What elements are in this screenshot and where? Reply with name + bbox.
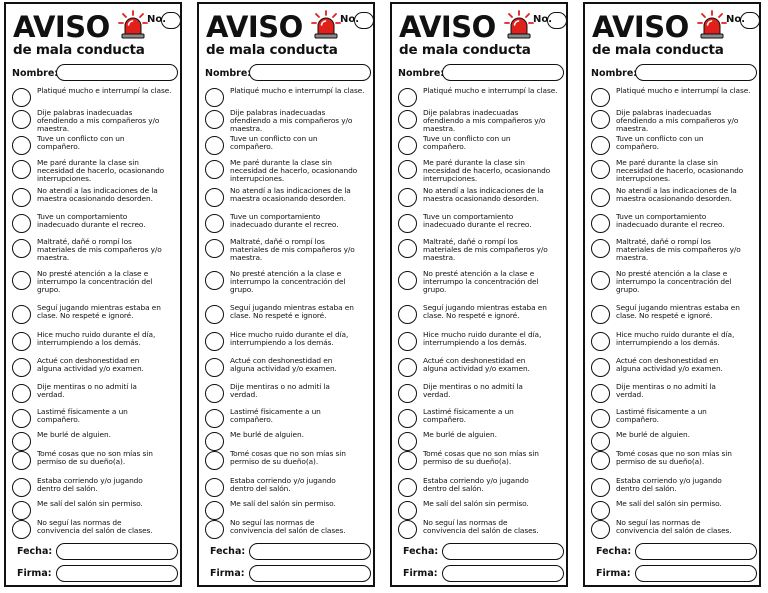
checklist-item-label: Tuve un comportamiento inadecuado durante el recreo.: [616, 212, 725, 229]
card-subtitle: de mala conducta: [13, 42, 145, 58]
checkbox-circle[interactable]: [12, 432, 31, 451]
checkbox-circle[interactable]: [398, 160, 417, 179]
checklist-item-label: Lastimé físicamente a un compañero.: [423, 407, 514, 424]
checklist-item-label: Me paré durante la clase sin necesidad de hacerlo, ocasionando interrupciones.: [230, 158, 358, 183]
checklist-item-label: Me paré durante la clase sin necesidad de hacerlo, ocasionando interrupciones.: [423, 158, 551, 183]
behavior-checklist: [6, 4, 180, 585]
checklist-item: [591, 159, 761, 187]
checklist-item-label: No seguí las normas de convivencia del salón de clases.: [230, 518, 346, 535]
checkbox-circle[interactable]: [398, 501, 417, 520]
checklist-item-label: Actué con deshonestidad en alguna actividad y/o examen.: [616, 356, 723, 373]
checkbox-circle[interactable]: [398, 478, 417, 497]
checkbox-circle[interactable]: [12, 520, 31, 539]
name-label: Nombre:: [398, 68, 445, 79]
checklist-item-label: Lastimé físicamente a un compañero.: [616, 407, 707, 424]
checkbox-circle[interactable]: [591, 239, 610, 258]
checkbox-circle[interactable]: [12, 188, 31, 207]
checklist-item-label: Platiqué mucho e interrumpí la clase.: [230, 86, 365, 95]
checklist-item-label: Dije mentiras o no admití la verdad.: [616, 382, 716, 399]
checkbox-circle[interactable]: [205, 188, 224, 207]
checklist-item: [398, 331, 568, 359]
checklist-item-label: Me paré durante la clase sin necesidad de hacerlo, ocasionando interrupciones.: [616, 158, 744, 183]
checklist-item-label: Me salí del salón sin permiso.: [616, 499, 722, 508]
checklist-item: [205, 304, 375, 332]
checklist-item-label: Me burlé de alguien.: [230, 430, 304, 439]
checkbox-circle[interactable]: [591, 358, 610, 377]
name-label: Nombre:: [12, 68, 59, 79]
checkbox-circle[interactable]: [12, 214, 31, 233]
checklist-item: [205, 357, 375, 385]
checklist-item: [398, 304, 568, 332]
date-field[interactable]: [442, 543, 564, 560]
card-title: AVISO: [13, 10, 110, 44]
checkbox-circle[interactable]: [205, 332, 224, 351]
checkbox-circle[interactable]: [591, 384, 610, 403]
card-subtitle: de mala conducta: [206, 42, 338, 58]
number-label: No.: [533, 14, 553, 25]
checklist-item-label: Dije palabras inadecuadas ofendiendo a mis compañeros y/o maestra.: [616, 108, 739, 133]
checkbox-circle[interactable]: [591, 305, 610, 324]
checklist-item: [205, 331, 375, 359]
checklist-item: [12, 304, 182, 332]
number-label: No.: [147, 14, 167, 25]
checklist-item-label: Dije palabras inadecuadas ofendiendo a mis compañeros y/o maestra.: [230, 108, 353, 133]
checklist-item-label: Estaba corriendo y/o jugando dentro del salón.: [37, 476, 143, 493]
checkbox-circle[interactable]: [398, 136, 417, 155]
checklist-item-label: Estaba corriendo y/o jugando dentro del salón.: [230, 476, 336, 493]
checkbox-circle[interactable]: [205, 358, 224, 377]
checkbox-circle[interactable]: [205, 239, 224, 258]
checklist-item: [398, 238, 568, 266]
checklist-item-label: Me burlé de alguien.: [423, 430, 497, 439]
checkbox-circle[interactable]: [12, 88, 31, 107]
checkbox-circle[interactable]: [205, 305, 224, 324]
date-label: Fecha:: [210, 546, 246, 557]
checklist-item-label: Seguí jugando mientras estaba en clase. No respeté e ignoré.: [230, 303, 354, 320]
checkbox-circle[interactable]: [398, 214, 417, 233]
signature-field[interactable]: [635, 565, 757, 582]
checklist-item-label: Tuve un conflicto con un compañero.: [423, 134, 511, 151]
checklist-item: [591, 187, 761, 215]
checklist-item-label: No presté atención a la clase e interrumpo la concentración del grupo.: [616, 269, 732, 294]
card-title: AVISO: [592, 10, 689, 44]
date-field[interactable]: [635, 543, 757, 560]
signature-field[interactable]: [442, 565, 564, 582]
checkbox-circle[interactable]: [205, 451, 224, 470]
checkbox-circle[interactable]: [591, 332, 610, 351]
checkbox-circle[interactable]: [205, 501, 224, 520]
checkbox-circle[interactable]: [12, 358, 31, 377]
checklist-item-label: Hice mucho ruido durante el día, interrumpiendo a los demás.: [423, 330, 542, 347]
number-label: No.: [340, 14, 360, 25]
checklist-item-label: Maltraté, dañé o rompí los materiales de mis compañeros y/o maestra.: [37, 237, 162, 262]
checkbox-circle[interactable]: [398, 110, 417, 129]
checkbox-circle[interactable]: [205, 136, 224, 155]
checklist-item-label: No presté atención a la clase e interrumpo la concentración del grupo.: [37, 269, 153, 294]
checklist-item-label: Dije mentiras o no admití la verdad.: [230, 382, 330, 399]
checklist-item-label: No seguí las normas de convivencia del salón de clases.: [423, 518, 539, 535]
checklist-item-label: No atendí a las indicaciones de la maestra ocasionando desorden.: [423, 186, 544, 203]
checkbox-circle[interactable]: [398, 384, 417, 403]
checklist-item-label: No seguí las normas de convivencia del salón de clases.: [616, 518, 732, 535]
card-title: AVISO: [206, 10, 303, 44]
checklist-item: [398, 357, 568, 385]
checklist-item-label: Hice mucho ruido durante el día, interrumpiendo a los demás.: [37, 330, 156, 347]
checkbox-circle[interactable]: [205, 409, 224, 428]
checklist-item-label: Me salí del salón sin permiso.: [37, 499, 143, 508]
checkbox-circle[interactable]: [12, 271, 31, 290]
checklist-item-label: Maltraté, dañé o rompí los materiales de mis compañeros y/o maestra.: [423, 237, 548, 262]
checklist-item-label: Hice mucho ruido durante el día, interrumpiendo a los demás.: [230, 330, 349, 347]
name-label: Nombre:: [591, 68, 638, 79]
checkbox-circle[interactable]: [205, 214, 224, 233]
checkbox-circle[interactable]: [591, 188, 610, 207]
name-label: Nombre:: [205, 68, 252, 79]
checklist-item-label: Seguí jugando mientras estaba en clase. No respeté e ignoré.: [616, 303, 740, 320]
date-label: Fecha:: [403, 546, 439, 557]
checklist-item-label: Tomé cosas que no son mías sin permiso de su dueño(a).: [37, 449, 153, 466]
checklist-item-label: No presté atención a la clase e interrumpo la concentración del grupo.: [423, 269, 539, 294]
checklist-item: [398, 450, 568, 478]
date-field[interactable]: [56, 543, 178, 560]
checklist-item-label: Tomé cosas que no son mías sin permiso de su dueño(a).: [230, 449, 346, 466]
checklist-item: [591, 357, 761, 385]
checklist-item-label: Tomé cosas que no son mías sin permiso de su dueño(a).: [616, 449, 732, 466]
signature-field[interactable]: [249, 565, 371, 582]
checklist-item-label: Tuve un conflicto con un compañero.: [230, 134, 318, 151]
checkbox-circle[interactable]: [398, 188, 417, 207]
card-subtitle: de mala conducta: [592, 42, 724, 58]
checklist-item: [591, 304, 761, 332]
checklist-item: [591, 109, 761, 137]
checklist-item: [591, 450, 761, 478]
date-field[interactable]: [249, 543, 371, 560]
checkbox-circle[interactable]: [591, 409, 610, 428]
checkbox-circle[interactable]: [205, 384, 224, 403]
checklist-item-label: Estaba corriendo y/o jugando dentro del salón.: [616, 476, 722, 493]
checklist-item: [12, 357, 182, 385]
checkbox-circle[interactable]: [398, 358, 417, 377]
checklist-item-label: Me burlé de alguien.: [616, 430, 690, 439]
signature-label: Firma:: [210, 568, 245, 579]
checklist-item-label: No atendí a las indicaciones de la maestra ocasionando desorden.: [230, 186, 351, 203]
checkbox-circle[interactable]: [205, 432, 224, 451]
checklist-item: [205, 159, 375, 187]
checklist-item-label: No seguí las normas de convivencia del salón de clases.: [37, 518, 153, 535]
checklist-item-label: Tuve un comportamiento inadecuado durante el recreo.: [37, 212, 146, 229]
checklist-item-label: Lastimé físicamente a un compañero.: [37, 407, 128, 424]
checkbox-circle[interactable]: [398, 520, 417, 539]
checklist-item-label: Tuve un comportamiento inadecuado durante el recreo.: [423, 212, 532, 229]
checklist-item: [12, 238, 182, 266]
checkbox-circle[interactable]: [591, 520, 610, 539]
checklist-item-label: Me burlé de alguien.: [37, 430, 111, 439]
checkbox-circle[interactable]: [205, 520, 224, 539]
checklist-item-label: Estaba corriendo y/o jugando dentro del salón.: [423, 476, 529, 493]
checklist-item-label: Platiqué mucho e interrumpí la clase.: [37, 86, 172, 95]
behavior-notice-card: [4, 2, 182, 587]
checklist-item-label: Me salí del salón sin permiso.: [230, 499, 336, 508]
checkbox-circle[interactable]: [591, 451, 610, 470]
date-label: Fecha:: [17, 546, 53, 557]
checklist-item-label: Maltraté, dañé o rompí los materiales de mis compañeros y/o maestra.: [616, 237, 741, 262]
checkbox-circle[interactable]: [12, 305, 31, 324]
signature-label: Firma:: [596, 568, 631, 579]
checklist-item-label: Seguí jugando mientras estaba en clase. No respeté e ignoré.: [37, 303, 161, 320]
checkbox-circle[interactable]: [12, 332, 31, 351]
checkbox-circle[interactable]: [205, 160, 224, 179]
checklist-item-label: Lastimé físicamente a un compañero.: [230, 407, 321, 424]
checkbox-circle[interactable]: [205, 271, 224, 290]
checklist-item-label: Tomé cosas que no son mías sin permiso de su dueño(a).: [423, 449, 539, 466]
checklist-item: [12, 331, 182, 359]
checklist-item-label: Dije mentiras o no admití la verdad.: [423, 382, 523, 399]
checkbox-circle[interactable]: [398, 305, 417, 324]
checkbox-circle[interactable]: [12, 110, 31, 129]
signature-label: Firma:: [17, 568, 52, 579]
checklist-item: [12, 450, 182, 478]
checkbox-circle[interactable]: [591, 432, 610, 451]
checkbox-circle[interactable]: [591, 160, 610, 179]
behavior-notice-card: [390, 2, 568, 587]
checkbox-circle[interactable]: [591, 501, 610, 520]
checklist-item-label: Dije palabras inadecuadas ofendiendo a mis compañeros y/o maestra.: [37, 108, 160, 133]
checkbox-circle[interactable]: [205, 478, 224, 497]
checklist-item-label: Dije palabras inadecuadas ofendiendo a mis compañeros y/o maestra.: [423, 108, 546, 133]
checklist-item-label: Maltraté, dañé o rompí los materiales de mis compañeros y/o maestra.: [230, 237, 355, 262]
checklist-item-label: No atendí a las indicaciones de la maestra ocasionando desorden.: [37, 186, 158, 203]
checklist-item-label: Me paré durante la clase sin necesidad de hacerlo, ocasionando interrupciones.: [37, 158, 165, 183]
checkbox-circle[interactable]: [12, 501, 31, 520]
checkbox-circle[interactable]: [12, 384, 31, 403]
checkbox-circle[interactable]: [591, 271, 610, 290]
checklist-item-label: Dije mentiras o no admití la verdad.: [37, 382, 137, 399]
checklist-item: [205, 270, 375, 298]
behavior-notice-card: [583, 2, 761, 587]
checklist-item-label: Platiqué mucho e interrumpí la clase.: [616, 86, 751, 95]
checkbox-circle[interactable]: [12, 136, 31, 155]
checkbox-circle[interactable]: [398, 409, 417, 428]
behavior-checklist: [585, 4, 759, 585]
checklist-item: [398, 187, 568, 215]
checkbox-circle[interactable]: [398, 432, 417, 451]
checklist-item-label: No atendí a las indicaciones de la maestra ocasionando desorden.: [616, 186, 737, 203]
behavior-checklist: [392, 4, 566, 585]
checklist-item-label: Seguí jugando mientras estaba en clase. No respeté e ignoré.: [423, 303, 547, 320]
checkbox-circle[interactable]: [591, 478, 610, 497]
checklist-item: [205, 238, 375, 266]
date-label: Fecha:: [596, 546, 632, 557]
checkbox-circle[interactable]: [12, 451, 31, 470]
signature-field[interactable]: [56, 565, 178, 582]
checklist-item-label: Hice mucho ruido durante el día, interrumpiendo a los demás.: [616, 330, 735, 347]
checkbox-circle[interactable]: [591, 136, 610, 155]
checklist-item-label: Platiqué mucho e interrumpí la clase.: [423, 86, 558, 95]
checklist-item-label: Actué con deshonestidad en alguna actividad y/o examen.: [230, 356, 337, 373]
checklist-item: [12, 187, 182, 215]
checklist-item: [205, 450, 375, 478]
behavior-notice-card: [197, 2, 375, 587]
checklist-item-label: Me salí del salón sin permiso.: [423, 499, 529, 508]
signature-label: Firma:: [403, 568, 438, 579]
checkbox-circle[interactable]: [398, 451, 417, 470]
checklist-item: [591, 238, 761, 266]
card-title: AVISO: [399, 10, 496, 44]
behavior-checklist: [199, 4, 373, 585]
checklist-item: [398, 159, 568, 187]
checklist-item: [398, 270, 568, 298]
checklist-item: [591, 270, 761, 298]
card-subtitle: de mala conducta: [399, 42, 531, 58]
checkbox-circle[interactable]: [12, 478, 31, 497]
checkbox-circle[interactable]: [591, 110, 610, 129]
number-label: No.: [726, 14, 746, 25]
checklist-item-label: Tuve un conflicto con un compañero.: [37, 134, 125, 151]
checkbox-circle[interactable]: [591, 88, 610, 107]
checklist-item-label: Tuve un conflicto con un compañero.: [616, 134, 704, 151]
checkbox-circle[interactable]: [398, 88, 417, 107]
checklist-item: [205, 187, 375, 215]
checklist-item: [12, 109, 182, 137]
checklist-item-label: Actué con deshonestidad en alguna actividad y/o examen.: [423, 356, 530, 373]
checklist-item: [591, 331, 761, 359]
checklist-item: [12, 270, 182, 298]
checkbox-circle[interactable]: [398, 239, 417, 258]
checklist-item: [398, 109, 568, 137]
checkbox-circle[interactable]: [12, 160, 31, 179]
checklist-item-label: No presté atención a la clase e interrumpo la concentración del grupo.: [230, 269, 346, 294]
checkbox-circle[interactable]: [12, 239, 31, 258]
checklist-item-label: Tuve un comportamiento inadecuado durante el recreo.: [230, 212, 339, 229]
checklist-item: [205, 109, 375, 137]
checkbox-circle[interactable]: [12, 409, 31, 428]
checkbox-circle[interactable]: [205, 110, 224, 129]
checkbox-circle[interactable]: [205, 88, 224, 107]
checkbox-circle[interactable]: [398, 271, 417, 290]
checkbox-circle[interactable]: [591, 214, 610, 233]
checklist-item: [12, 159, 182, 187]
checkbox-circle[interactable]: [398, 332, 417, 351]
checklist-item-label: Actué con deshonestidad en alguna actividad y/o examen.: [37, 356, 144, 373]
